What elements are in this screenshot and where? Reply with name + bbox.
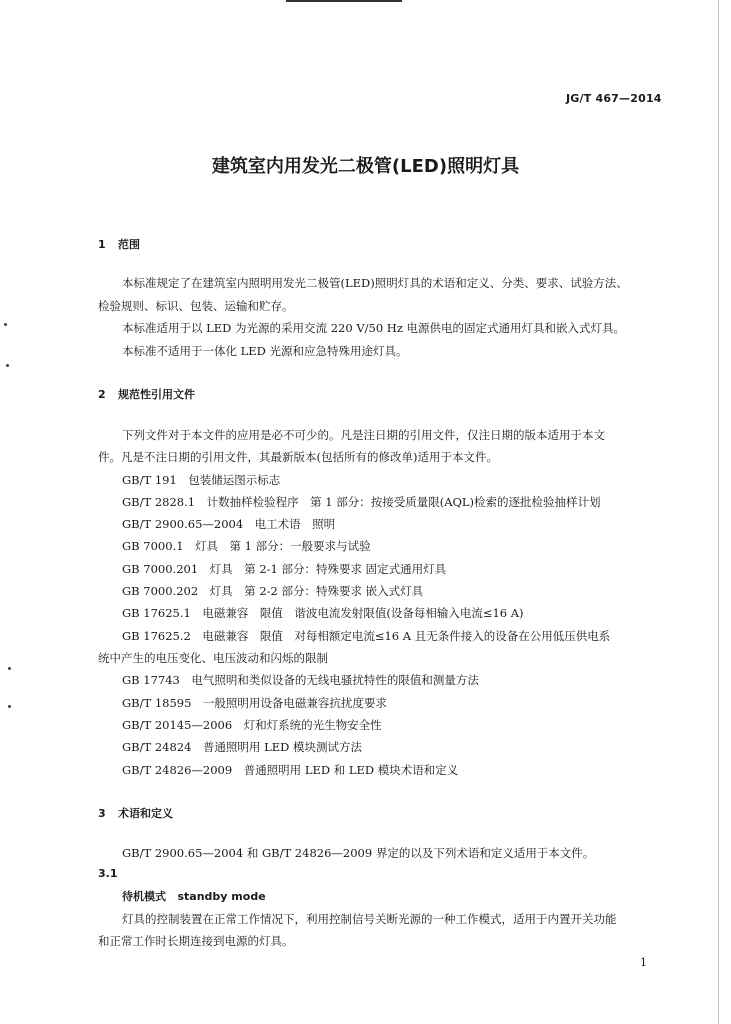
paragraph-line: 本标准规定了在建筑室内照明用发光二极管(LED)照明灯具的术语和定义、分类、要求、试验方法、 [122, 276, 628, 290]
reference-item: GB 7000.202 灯具 第 2-2 部分：特殊要求 嵌入式灯具 [122, 584, 424, 598]
reference-item: GB/T 24824 普通照明用 LED 模块测试方法 [122, 740, 362, 754]
scan-mark [6, 364, 9, 367]
section-title: 规范性引用文件 [118, 388, 195, 401]
scan-mark [8, 667, 11, 670]
term-number: 3.1 [98, 867, 118, 880]
reference-item: GB/T 18595 一般照明用设备电磁兼容抗扰度要求 [122, 696, 387, 710]
paragraph: 本标准适用于以 LED 为光源的采用交流 220 V/50 Hz 电源供电的固定式通用灯具和嵌入式灯具。 [122, 321, 626, 335]
term-entry [122, 889, 266, 905]
reference-item: GB/T 2828.1 计数抽样检验程序 第 1 部分：按接受质量限(AQL)检索的逐批检验抽样计划 [122, 495, 601, 509]
reference-item: GB/T 24826—2009 普通照明用 LED 和 LED 模块术语和定义 [122, 763, 459, 777]
scan-mark [4, 323, 7, 326]
paragraph: GB/T 2900.65—2004 和 GB/T 24826—2009 界定的以及下列术语和定义适用于本文件。 [122, 846, 595, 860]
reference-item: GB 17625.2 电磁兼容 限值 对每相额定电流≤16 A 且无条件接入的设备在公用低压供电系 [122, 629, 611, 643]
page-number: 1 [640, 956, 647, 969]
paragraph-line: 下列文件对于本文件的应用是必不可少的。凡是注日期的引用文件，仅注日期的版本适用于本文 [122, 428, 605, 442]
definition-line: 灯具的控制装置在正常工作情况下，利用控制信号关断光源的一种工作模式，适用于内置开关功能 [122, 912, 617, 926]
definition-line: 和正常工作时长期连接到电源的灯具。 [98, 934, 294, 948]
paragraph-line: 件。凡是不注日期的引用文件，其最新版本(包括所有的修改单)适用于本文件。 [98, 450, 498, 464]
reference-item: GB/T 20145—2006 灯和灯系统的光生物安全性 [122, 718, 382, 732]
section-number: 2 [98, 388, 106, 401]
reference-item: GB 17743 电气照明和类似设备的无线电骚扰特性的限值和测量方法 [122, 673, 479, 687]
section-title: 术语和定义 [118, 807, 173, 820]
reference-item-continuation: 统中产生的电压变化、电压波动和闪烁的限制 [98, 651, 328, 665]
reference-item: GB 7000.201 灯具 第 2-1 部分：特殊要求 固定式通用灯具 [122, 562, 447, 576]
section-3-heading [98, 805, 173, 821]
standard-code: JG/T 467—2014 [566, 92, 662, 105]
document-title: 建筑室内用发光二极管(LED)照明灯具 [211, 156, 520, 177]
reference-item: GB 17625.1 电磁兼容 限值 谐波电流发射限值(设备每相输入电流≤16 A) [122, 606, 524, 620]
paragraph-line: 检验规则、标识、包装、运输和贮存。 [98, 299, 294, 313]
reference-item: GB 7000.1 灯具 第 1 部分：一般要求与试验 [122, 539, 371, 553]
reference-item: GB/T 2900.65—2004 电工术语 照明 [122, 517, 336, 531]
paragraph: 本标准不适用于一体化 LED 光源和应急特殊用途灯具。 [122, 344, 408, 358]
scan-mark [8, 705, 11, 708]
term-chinese: 待机模式 [122, 890, 166, 903]
section-number: 3 [98, 807, 106, 820]
section-title: 范围 [118, 238, 140, 251]
section-number: 1 [98, 238, 106, 251]
reference-item: GB/T 191 包装储运图示标志 [122, 473, 281, 487]
section-2-heading [98, 386, 195, 402]
term-english: standby mode [177, 890, 266, 903]
top-rule [286, 0, 402, 2]
section-1-heading [98, 236, 140, 252]
